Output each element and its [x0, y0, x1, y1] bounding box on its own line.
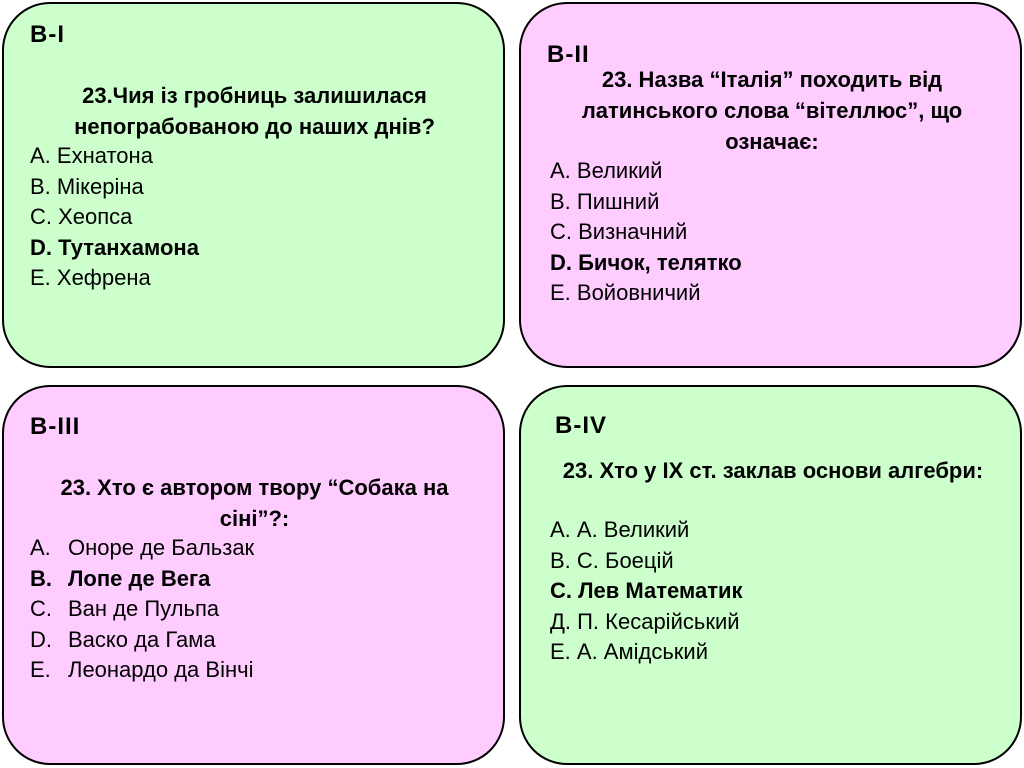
answer-option-c: С. Хеопса [30, 204, 133, 229]
option-letter: D. [30, 626, 52, 652]
variant-label: В-ІІ [547, 41, 590, 68]
answer-option-b: В. Пишний [550, 188, 660, 214]
answer-option-e: Е. Хефрена [30, 265, 151, 290]
answer-options [550, 156, 742, 309]
answer-option-e [30, 655, 254, 686]
option-letter: С. [30, 596, 52, 621]
answer-option-c: С. Визначний [550, 219, 688, 244]
answer-option-d: Д. П. Кесарійський [550, 608, 740, 634]
answer-option-b: В. С. Боецій [550, 547, 674, 573]
answer-option-a [30, 533, 254, 564]
answer-options [550, 515, 743, 668]
answer-option-e: Е. А. Амідський [550, 639, 708, 664]
question-text: 23.Чия із гробниць залишилася непограбованою до наших днів? [74, 83, 435, 139]
question-text: 23. Хто у ІХ ст. заклав основи алгебри: [562, 458, 984, 483]
option-letter: Е. [30, 657, 51, 682]
answer-option-a: А. Великий [550, 158, 663, 183]
variant-label: В-ІV [555, 412, 607, 439]
quiz-card-variant-4 [519, 385, 1022, 765]
option-text: Ван де Пульпа [68, 596, 220, 621]
answer-option-c [30, 594, 254, 625]
answer-option-a: А. А. Великий [550, 517, 690, 542]
quiz-card-variant-2 [519, 2, 1022, 368]
option-text: Васко да Гама [68, 626, 216, 652]
answer-option-b-correct [30, 564, 254, 595]
answer-options [30, 141, 199, 294]
answer-option-e: Е. Войовничий [550, 280, 701, 305]
answer-option-c-correct: С. Лев Математик [550, 578, 743, 603]
option-letter: А. [30, 535, 51, 560]
variant-label: В-ІІІ [30, 413, 81, 440]
option-text: Оноре де Бальзак [68, 535, 255, 560]
quiz-card-variant-1 [2, 2, 505, 368]
answer-option-d-correct: D. Бичок, телятко [550, 249, 742, 275]
option-text: Лопе де Вега [68, 565, 211, 591]
answer-option-d [30, 625, 254, 656]
answer-option-d-correct: D. Тутанхамона [30, 234, 199, 260]
quiz-card-variant-3 [2, 385, 505, 765]
question-text: 23. Назва “Італія” походить від латинського слова “вітеллюс”, що означає: [581, 67, 963, 154]
option-text: Леонардо да Вінчі [68, 657, 254, 682]
option-letter: В. [30, 565, 52, 591]
answer-option-a: А. Ехнатона [30, 143, 153, 168]
question-text: 23. Хто є автором твору “Собака на сіні”?: [60, 475, 449, 531]
variant-label: В-І [30, 21, 65, 48]
answer-options [30, 533, 254, 686]
answer-option-b: В. Мікеріна [30, 173, 144, 199]
